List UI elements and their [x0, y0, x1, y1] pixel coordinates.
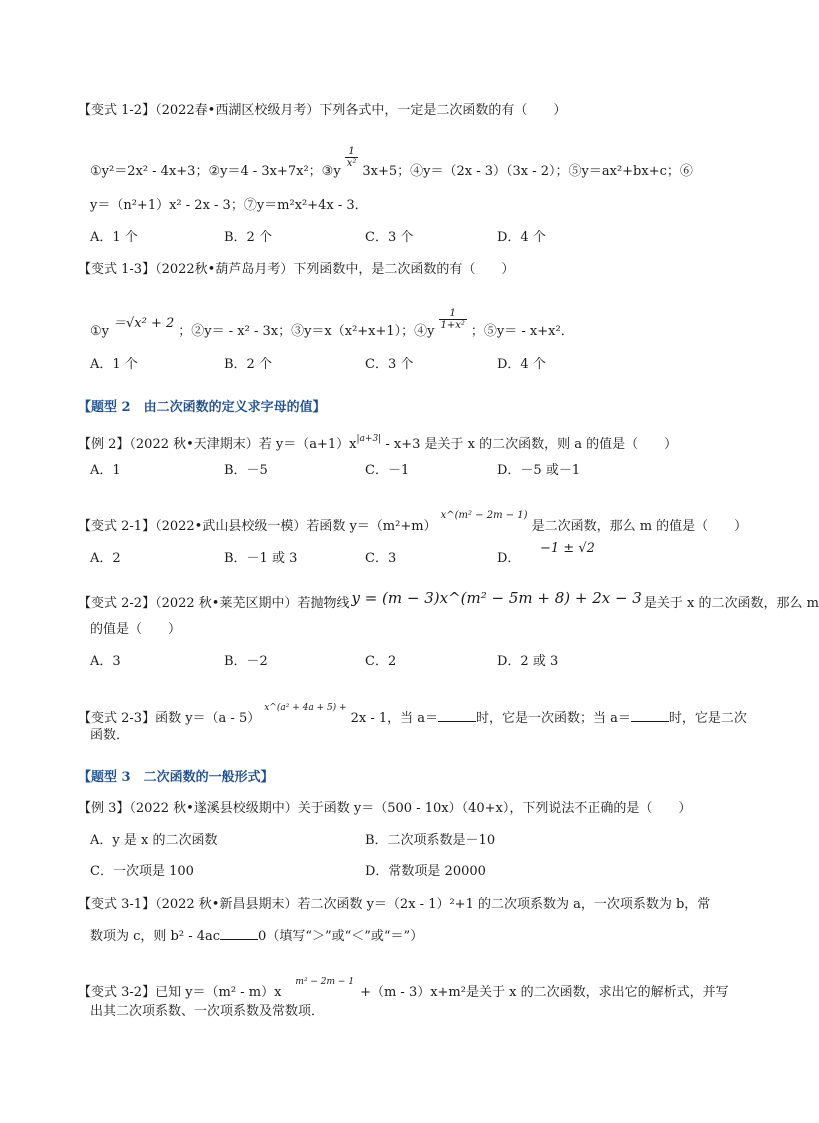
- stem-part-c: 时，它是一次函数；当 a＝: [476, 711, 631, 726]
- items-part-c: ；⑤y＝ - x+x²．: [470, 324, 574, 339]
- stem-part-d: 时，它是二次: [668, 711, 747, 726]
- option-d[interactable]: D．－5 或－1: [497, 463, 581, 478]
- option-b[interactable]: B．－2: [224, 654, 268, 669]
- stem-part-b: - x+3 是关于 x 的二次函数，则 a 的值是（ ）: [381, 437, 678, 452]
- stem-part-b: 是关于 x 的二次函数，那么 m: [643, 596, 819, 611]
- question-v3-2-stem-cont: 出其二次项系数、一次项系数及常数项．: [90, 1004, 325, 1019]
- option-d[interactable]: D．2 或 3: [497, 654, 559, 669]
- items-part-a: ①y: [90, 324, 109, 339]
- stem-part-a: 【变式 2-3】函数 y＝（a - 5）: [78, 711, 261, 726]
- question-v3-1-stem-cont: [90, 925, 423, 947]
- stem-part-a: 【变式 2-2】（2022 秋•莱芜区期中）若抛物线: [78, 596, 350, 611]
- question-v3-1-stem: 【变式 3-1】（2022 秋•新昌县期末）若二次函数 y＝（2x - 1）²+1 的二次项系数为 a，一次项系数为 b，常: [78, 897, 711, 912]
- option-d[interactable]: D．: [497, 551, 521, 566]
- option-a[interactable]: A．1: [90, 463, 121, 478]
- question-v2-3-stem: [78, 698, 747, 729]
- fraction-numerator: 1: [345, 146, 359, 158]
- fraction-denominator: x²: [346, 158, 357, 169]
- sqrt-expression: ＝√x² + 2: [113, 316, 175, 331]
- question-v1-2-items-line2: y＝（n²+1）x² - 2x - 3；⑦y＝m²x²+4x - 3．: [90, 198, 368, 213]
- option-a[interactable]: A．2: [90, 551, 121, 566]
- option-c[interactable]: C．一次项是 100: [90, 864, 194, 879]
- exponent: |a+3|: [356, 434, 382, 444]
- option-b[interactable]: B．－5: [224, 463, 268, 478]
- question-v3-2-stem: [78, 972, 729, 1003]
- option-d[interactable]: D．4 个: [497, 357, 546, 372]
- question-v1-3-items: [90, 308, 574, 343]
- answer-blank[interactable]: [631, 707, 669, 722]
- question-v2-2-stem: [78, 589, 819, 614]
- question-v1-2-stem: 【变式 1-2】（2022春•西湖区校级月考）下列各式中，一定是二次函数的有（ ）: [78, 103, 567, 118]
- option-c[interactable]: C．3 个: [365, 230, 414, 245]
- question-v2-1-stem: [78, 506, 747, 537]
- option-c[interactable]: C．－1: [365, 463, 410, 478]
- section-title-type3: 【题型 3 二次函数的一般形式】: [78, 770, 274, 785]
- fraction: [345, 146, 359, 169]
- option-a[interactable]: A．y 是 x 的二次函数: [90, 833, 218, 848]
- stem-part-a: 【变式 3-2】已知 y＝（m² - m）x: [78, 985, 282, 1000]
- stem-part-b: 数项为 c，则 b² - 4ac: [90, 929, 221, 944]
- option-d[interactable]: D．常数项是 20000: [365, 864, 486, 879]
- option-b[interactable]: B．－1 或 3: [224, 551, 298, 566]
- answer-blank[interactable]: [220, 925, 258, 940]
- stem-part-b: 是二次函数，那么 m 的值是（ ）: [531, 519, 748, 534]
- stem-part-b: 2x - 1，当 a＝: [350, 711, 439, 726]
- fraction-denominator: 1+x²: [440, 320, 465, 331]
- option-c[interactable]: C．3 个: [365, 357, 414, 372]
- exponent: m² − 2m − 1: [295, 977, 355, 987]
- exponent: x^(a² + 4a + 5) +: [264, 703, 347, 713]
- stem-part-a: 【例 2】（2022 秋•天津期末）若 y＝（a+1）x: [78, 437, 357, 452]
- stem-part-c: 0（填写“＞”或“＜”或“＝”）: [258, 929, 424, 944]
- option-a[interactable]: A．1 个: [90, 357, 138, 372]
- option-b[interactable]: B．二次项系数是－10: [365, 833, 496, 848]
- formula: y = (m − 3)x^(m² − 5m + 8) + 2x − 3: [351, 589, 642, 607]
- question-e3-stem: 【例 3】（2022 秋•遂溪县校级期中）关于函数 y＝（500 - 10x）（40+x），下列说法不正确的是（ ）: [78, 801, 692, 816]
- option-c[interactable]: C．2: [365, 654, 397, 669]
- items-part-b: ；②y＝ - x² - 3x；③y＝x（x²+x+1）；④y: [178, 324, 435, 339]
- stem-part-a: 【变式 2-1】（2022•武山县校级一模）若函数 y＝（m²+m）: [78, 519, 437, 534]
- fraction-numerator: 1: [439, 308, 467, 320]
- option-b[interactable]: B．2 个: [224, 230, 272, 245]
- question-v2-3-stem-cont: 函数．: [90, 728, 130, 743]
- question-v2-2-stem-cont: 的值是（ ）: [90, 622, 182, 637]
- option-d-value: −1 ± √2: [540, 541, 595, 556]
- answer-blank[interactable]: [438, 707, 476, 722]
- fraction: [439, 308, 467, 331]
- option-a[interactable]: A．1 个: [90, 230, 138, 245]
- question-v1-3-stem: 【变式 1-3】（2022秋•葫芦岛月考）下列函数中，是二次函数的有（ ）: [78, 262, 515, 277]
- exponent: x^(m² − 2m − 1): [440, 510, 528, 521]
- option-c[interactable]: C．3: [365, 551, 397, 566]
- stem-part-b: +（m - 3）x+m²是关于 x 的二次函数，求出它的解析式，并写: [360, 985, 729, 1000]
- option-b[interactable]: B．2 个: [224, 357, 272, 372]
- question-e2-stem: [78, 429, 677, 455]
- option-d[interactable]: D．4 个: [497, 230, 546, 245]
- question-v1-2-items-line1: [90, 146, 693, 183]
- option-a[interactable]: A．3: [90, 654, 121, 669]
- section-title-type2: 【题型 2 由二次函数的定义求字母的值】: [78, 400, 326, 415]
- items-part-a: ①y²＝2x² - 4x+3；②y＝4 - 3x+7x²；③y: [90, 164, 341, 179]
- items-part-b: 3x+5；④y＝（2x - 3）（3x - 2）；⑤y＝ax²+bx+c；⑥: [362, 164, 693, 179]
